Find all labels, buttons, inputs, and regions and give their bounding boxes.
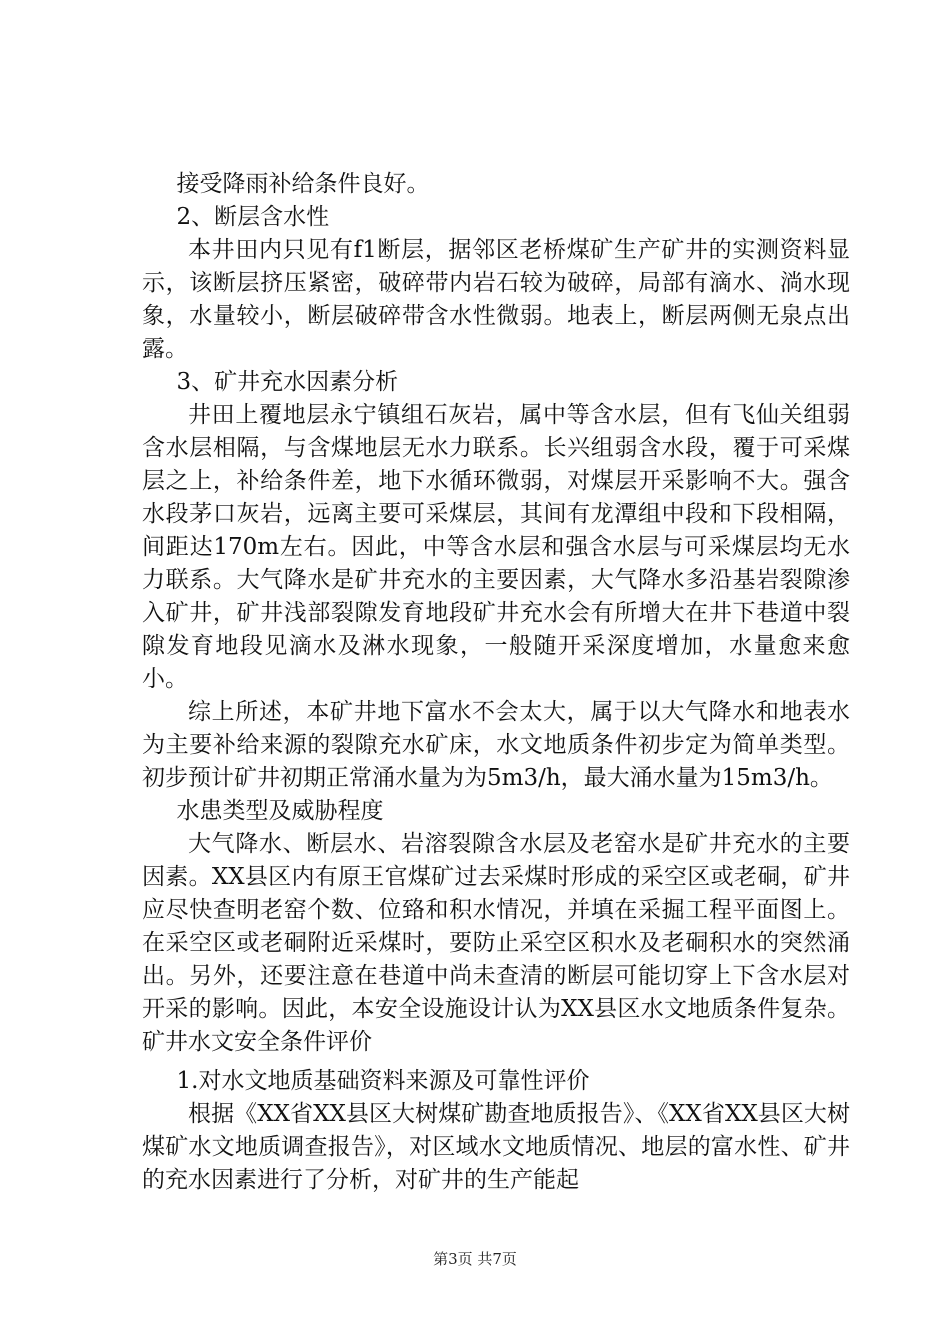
heading-fault-water: 2、断层含水性 [176,204,330,230]
paragraph-strata-analysis: 井田上覆地层永宁镇组石灰岩，属中等含水层，但有飞仙关组弱含水层相隔，与含煤地层无水力联系。长兴组弱含水段，覆于可采煤层之上，补给条件差，地下水循环微弱，对煤层开采影响不大。强含水段茅口灰岩，远离主要可采煤层，其间有龙潭组中段和下段相隔，间距达170m左右。因此，中等含水层和强含水层与可采煤层均无水力联系。大气降水是矿井充水的主要因素，大气降水多沿基岩裂隙渗入矿井，矿井浅部裂隙发育地段矿井充水会有所增大在井下巷道中裂隙发育地段见滴水及淋水现象，一般随开采深度增加，水量愈来愈小。 [142,402,850,692]
heading-data-reliability: 1.对水文地质基础资料来源及可靠性评价 [176,1068,590,1094]
paragraph-summary: 综上所述，本矿井地下富水不会太大，属于以大气降水和地表水为主要补给来源的裂隙充水矿床，水文地质条件初步定为简单类型。初步预计矿井初期正常涌水量为为5m3/h，最大涌水量为15m3/h。 [142,699,850,791]
heading-water-filling-factors: 3、矿井充水因素分析 [176,369,399,395]
paragraph-report-basis: 根据《XX省XX县区大树煤矿勘查地质报告》、《XX省XX县区大树煤矿水文地质调查报告》，对区域水文地质情况、地层的富水性、矿井的充水因素进行了分析，对矿井的生产能起 [142,1101,850,1193]
heading-water-hazard: 水患类型及威胁程度 [176,798,384,824]
page-number-footer: 第3页 共7页 [433,1250,517,1268]
paragraph-fault-description: 本井田内只见有f1断层，据邻区老桥煤矿生产矿井的实测资料显示，该断层挤压紧密，破碎带内岩石较为破碎，局部有滴水、淌水现象，水量较小，断层破碎带含水性微弱。地表上，断层两侧无泉点出露。 [142,237,850,362]
paragraph-hazard-description: 大气降水、断层水、岩溶裂隙含水层及老窑水是矿井充水的主要因素。XX县区内有原王官煤矿过去采煤时形成的采空区或老硐，矿井应尽快查明老窑个数、位臵和积水情况，并填在采掘工程平面图上。在采空区或老硐附近采煤时，要防止采空区积水及老硐积水的突然涌出。另外，还要注意在巷道中尚未查清的断层可能切穿上下含水层对开采的影响。因此，本安全设施设计认为XX县区水文地质条件复杂。矿井水文安全条件评价 [142,831,850,1055]
paragraph-rainfall-recharge: 接受降雨补给条件良好。 [176,171,430,197]
document-body [142,168,850,1197]
